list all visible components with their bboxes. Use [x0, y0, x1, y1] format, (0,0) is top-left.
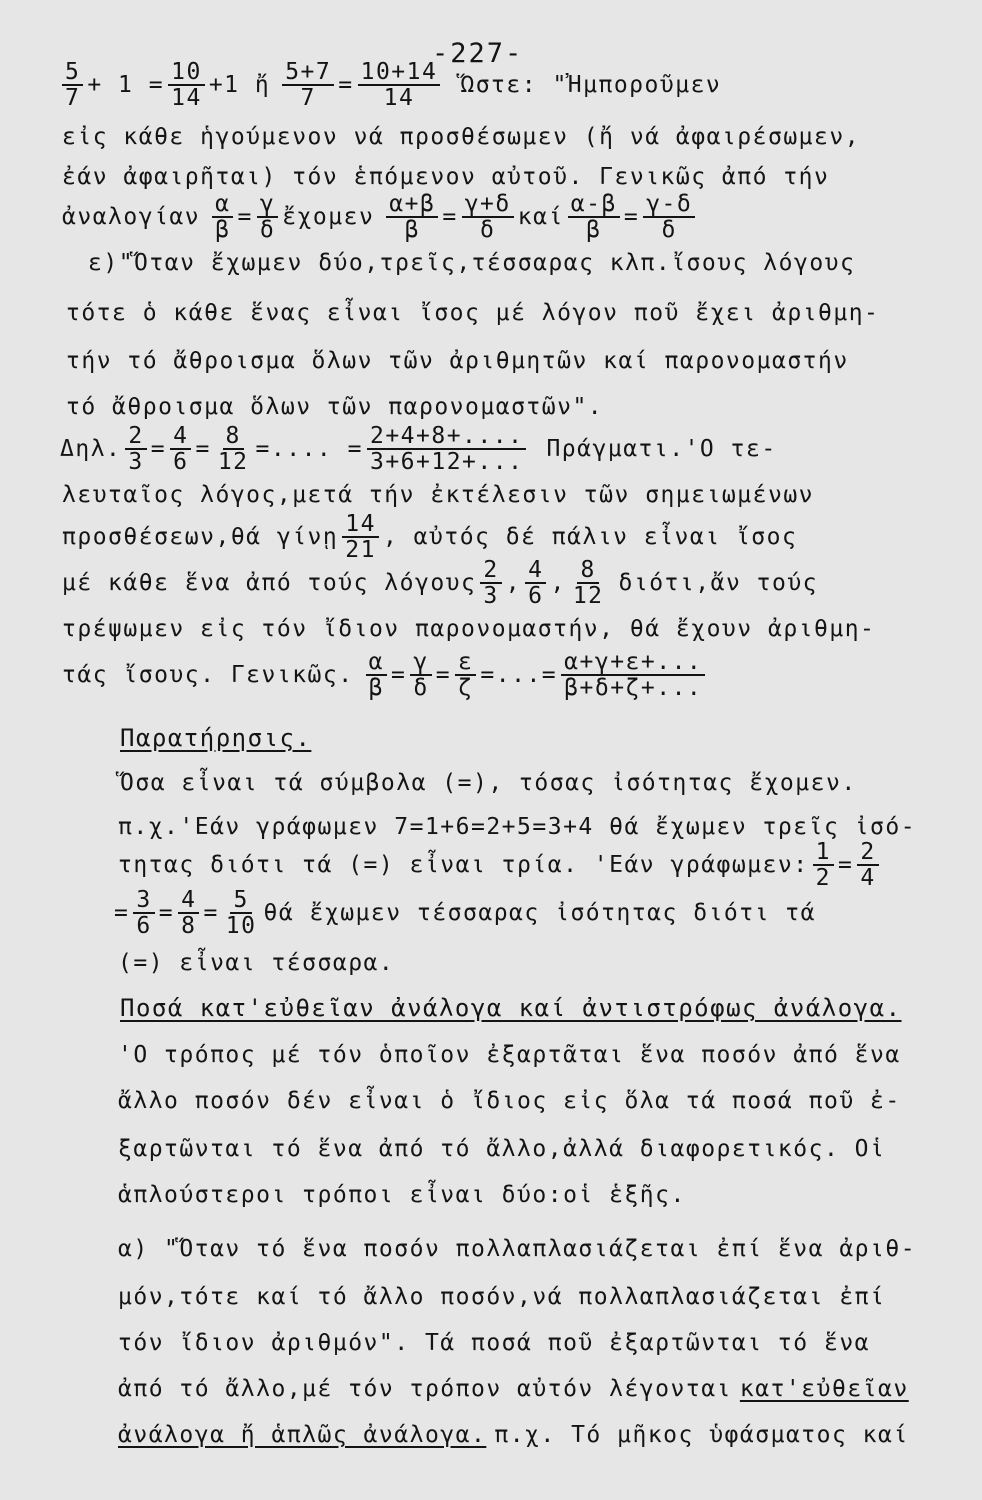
fraction: $\frac{2+4+8+....}{3+6+12+...}$ — [367, 424, 526, 474]
text-line: (=) εἶναι τέσσαρα. — [118, 950, 395, 976]
fraction: $\frac{10+14}{14}$ — [358, 60, 441, 110]
text-line: τάς ἴσους. Γενικῶς. $\frac{\alpha}{\beta}$ = $\frac{\gamma}{\delta}$ = $\frac{\varepsilon}{\zeta}$ =...= $\frac{\alpha+\gamma+\varepsilon+...}{\beta+\delta+\zeta+...}$ — [62, 650, 958, 700]
text-line: ἀπό τό ἄλλο,μέ τόν τρόπον αὐτόν λέγονται κατ'εὐθεῖαν — [118, 1376, 909, 1402]
text-line: ἐάν ἀφαιρῆται) τόν ἑπόμενον αὐτοῦ. Γενικῶς ἀπό τήν — [62, 164, 830, 190]
text-line: τότε ὁ κάθε ἕνας εἶναι ἴσος μέ λόγον ποῦ ἔχει ἀριθμη- — [66, 300, 880, 326]
fraction: $\frac{\alpha}{\beta}$ — [366, 650, 387, 700]
fraction: $\frac{5+7}{7}$ — [282, 60, 334, 110]
fraction: $\frac{2}{3}$ — [480, 558, 501, 608]
text-line: τήν τό ἄθροισμα ὅλων τῶν ἀριθμητῶν καί παρονομαστήν — [66, 348, 849, 374]
text-line: μέ κάθε ἕνα ἀπό τούς λόγους $\frac{2}{3}$ , $\frac{4}{6}$ , $\frac{8}{12}$ διότι,ἄν τούς — [62, 557, 819, 610]
fraction: $\frac{4}{8}$ — [178, 888, 199, 938]
fraction: $\frac{4}{6}$ — [170, 424, 191, 474]
text-line: $\frac{5}{7}$ + 1 = $\frac{10}{14}$ +1 ἤ $\frac{5+7}{7}$ = $\frac{10+14}{14}$ Ὥστε: "Ἠμποροῦμεν — [58, 60, 958, 110]
fraction: $\frac{2}{3}$ — [125, 424, 146, 474]
fraction: $\frac{8}{12}$ — [217, 423, 249, 476]
text-line: ξαρτῶνται τό ἕνα ἀπό τό ἄλλο,ἀλλά διαφορετικός. Οἱ — [118, 1136, 886, 1162]
text-line: λευταῖος λόγος,μετά τήν ἐκτέλεσιν τῶν σημειωμένων — [62, 482, 815, 508]
fraction: $\frac{\gamma+\delta}{\delta}$ — [462, 192, 514, 242]
fraction: $\frac{3}{6}$ — [133, 888, 154, 938]
underlined-term: κατ'εὐθεῖαν — [739, 1376, 909, 1402]
fraction: $\frac{14}{21}$ — [342, 512, 379, 562]
text-line: τόν ἴδιον ἀριθμόν". Τά ποσά ποῦ ἐξαρτῶνται τό ἕνα — [118, 1330, 871, 1356]
text-line: τό ἄθροισμα ὅλων τῶν παρονομαστῶν". — [66, 394, 604, 420]
text-line: Ὅσα εἶναι τά σύμβολα (=), τόσας ἰσότητας ἔχομεν. — [120, 770, 857, 796]
fraction: $\frac{5}{7}$ — [62, 60, 83, 110]
text-line: π.χ.'Εάν γράφωμεν 7=1+6=2+5=3+4 θά ἔχωμεν τρεῖς ἰσό- — [118, 814, 917, 840]
fraction: $\frac{4}{6}$ — [525, 558, 546, 608]
text-line: τητας διότι τά (=) εἶναι τρία. 'Εάν γράφωμεν: $\frac{1}{2}$ = $\frac{2}{4}$ — [118, 840, 958, 890]
section-heading: Ποσά κατ'εὐθεῖαν ἀνάλογα καί ἀντιστρόφως ἀνάλογα. — [120, 994, 902, 1022]
text-line: = $\frac{3}{6}$ = $\frac{4}{8}$ = $\frac{5}{10}$ θά ἔχωμεν τέσσαρας ἰσότητας διότι τά — [114, 887, 816, 940]
text-line: 'Ο τρόπος μέ τόν ὁποῖον ἐξαρτᾶται ἕνα ποσόν ἀπό ἕνα — [118, 1042, 901, 1068]
text-line: ἄλλο ποσόν δέν εἶναι ὁ ἴδιος εἰς ὅλα τά ποσά ποῦ ἐ- — [118, 1088, 901, 1114]
fraction: $\frac{1}{2}$ — [813, 840, 834, 890]
text-line: τρέψωμεν εἰς τόν ἴδιον παρονομαστήν, θά ἔχουν ἀριθμη- — [62, 616, 876, 642]
text-line: μόν,τότε καί τό ἄλλο ποσόν,νά πολλαπλασιάζεται ἐπί — [118, 1284, 886, 1310]
fraction: $\frac{5}{10}$ — [225, 887, 257, 940]
fraction: $\frac{\gamma-\delta}{\delta}$ — [643, 192, 695, 242]
fraction: $\frac{\alpha-\beta}{\beta}$ — [568, 192, 620, 242]
underlined-term: ἀνάλογα ἤ ἁπλῶς ἀνάλογα. — [118, 1422, 487, 1448]
fraction: $\frac{2}{4}$ — [857, 840, 878, 890]
section-heading: Παρατήρησις. — [120, 724, 312, 752]
fraction: $\frac{\gamma}{\delta}$ — [257, 192, 278, 242]
fraction: $\frac{10}{14}$ — [168, 60, 205, 110]
page-number: -227- — [432, 38, 524, 69]
text-line: ἀναλογίαν $\frac{\alpha}{\beta}$ = $\frac{\gamma}{\delta}$ ἔχομεν $\frac{\alpha+\beta}{\beta}$ = $\frac{\gamma+\delta}{\delta}$ καί $\frac{\alpha-\beta}{\beta}$ = $\frac{\gamma-\delta}{\delta}$ — [62, 192, 958, 242]
fraction: $\frac{\alpha+\gamma+\varepsilon+...}{\beta+\delta+\zeta+...}$ — [561, 650, 705, 700]
fraction: $\frac{\gamma}{\delta}$ — [410, 650, 431, 700]
text-line: ἁπλούστεροι τρόποι εἶναι δύο:οἱ ἑξῆς. — [118, 1182, 686, 1208]
text-line: προσθέσεων,θά γίνῃ $\frac{14}{21}$ , αὐτός δέ πάλιν εἶναι ἴσος — [62, 511, 798, 564]
text-line: α) "Ὅταν τό ἕνα ποσόν πολλαπλασιάζεται ἐπί ἕνα ἀριθ- — [118, 1236, 917, 1262]
fraction: $\frac{\alpha}{\beta}$ — [212, 192, 233, 242]
text-line: εἰς κάθε ἡγούμενον νά προσθέσωμεν (ἤ νά ἀφαιρέσωμεν, — [62, 124, 861, 150]
fraction: $\frac{\alpha+\beta}{\beta}$ — [386, 192, 438, 242]
text-line: ἀνάλογα ἤ ἁπλῶς ἀνάλογα. π.χ. Τό μῆκος ὑφάσματος καί — [118, 1422, 909, 1448]
fraction: $\frac{8}{12}$ — [572, 557, 604, 610]
text-line: ε)"Ὅταν ἔχωμεν δύο,τρεῖς,τέσσαρας κλπ.ἴσους λόγους — [88, 250, 856, 276]
text-line: Δηλ. $\frac{2}{3}$ = $\frac{4}{6}$ = $\frac{8}{12}$ =.... = $\frac{2+4+8+....}{3+6+12+...}$ Πράγματι.'Ο τε- — [60, 423, 777, 476]
fraction: $\frac{\varepsilon}{\zeta}$ — [455, 650, 476, 700]
